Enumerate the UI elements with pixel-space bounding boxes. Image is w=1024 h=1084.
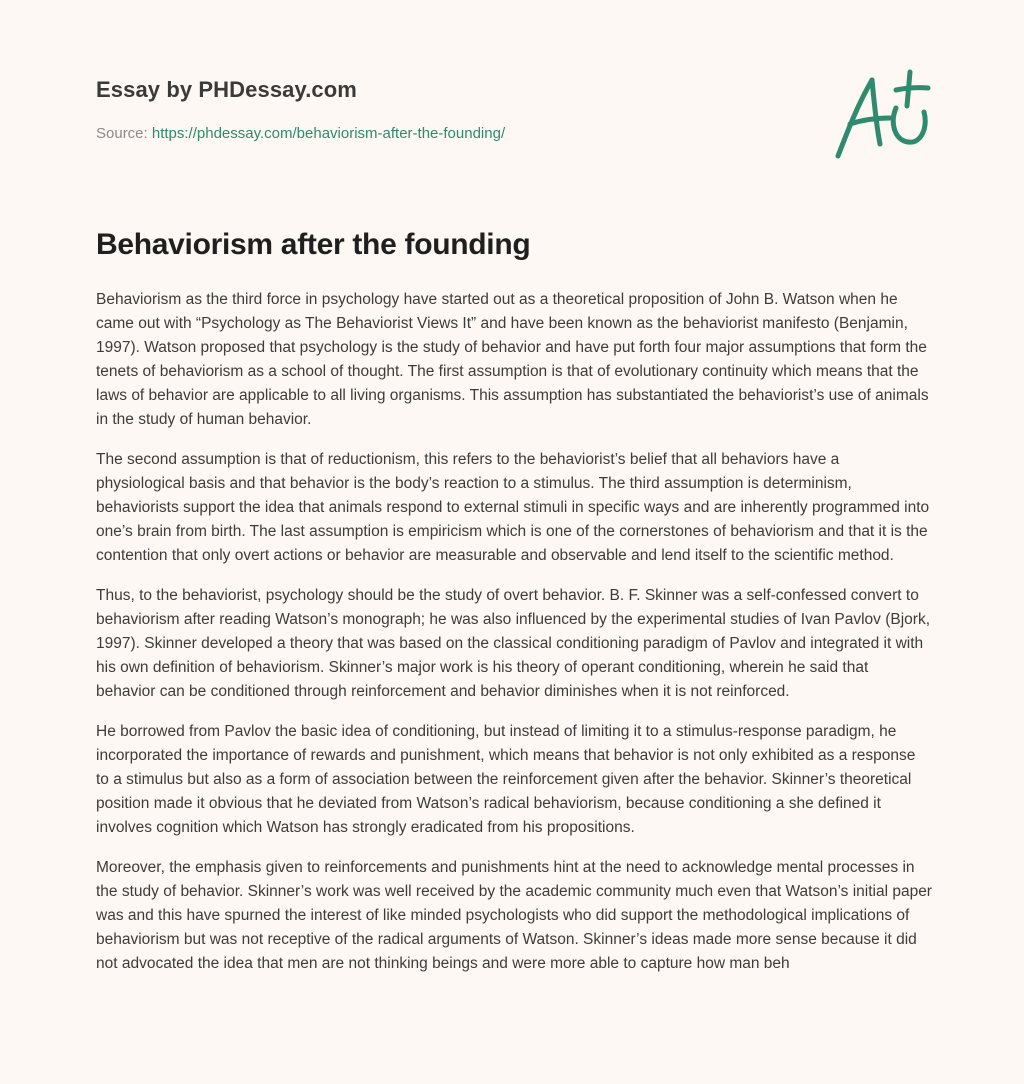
source-line (96, 124, 505, 144)
a-plus-logo-icon (828, 68, 932, 164)
essay-paragraph: The second assumption is that of reductionism, this refers to the behaviorist’s belief that all behaviors have a physiological basis and that behavior is the body’s reaction to a stimulus. The third assumption is determinism, behaviorists support the idea that animals respond to external stimuli in specific ways and are inherently programmed into one’s brain from birth. The last assumption is empiricism which is one of the cornerstones of behaviorism and that it is the contention that only overt actions or behavior are measurable and observable and lend itself to the scientific method. (96, 451, 930, 564)
essay-article (96, 226, 932, 992)
page-header (96, 76, 928, 186)
essay-paragraph: Behaviorism as the third force in psychology have started out as a theoretical proposition of John B. Watson when he came out with “Psychology as The Behaviorist Views It” and have been known as the behaviorist manifesto (Benjamin, 1997). Watson proposed that psychology is the study of behavior and have put forth four major assumptions that form the tenets of behaviorism as a school of thought. The first assumption is that of evolutionary continuity which means that the laws of behavior are applicable to all living organisms. This assumption has substantiated the behaviorist’s use of animals in the study of human behavior. (96, 291, 929, 428)
essay-body (96, 288, 932, 976)
essay-title: Behaviorism after the founding (96, 228, 531, 261)
essay-paragraph: Thus, to the behaviorist, psychology should be the study of overt behavior. B. F. Skinner was a self-confessed convert to behaviorism after reading Watson’s monograph; he was also influenced by the experimental studies of Ivan Pavlov (Bjork, 1997). Skinner developed a theory that was based on the classical conditioning paradigm of Pavlov and integrated it with his own definition of behaviorism. Skinner’s major work is his theory of operant conditioning, wherein he said that behavior can be conditioned through reinforcement and behavior diminishes when it is not reinforced. (96, 587, 930, 700)
source-label: Source: (96, 125, 152, 142)
source-link[interactable]: https://phdessay.com/behaviorism-after-the-founding/ (151, 125, 506, 142)
site-title: Essay by PHDessay.com (96, 77, 357, 102)
essay-paragraph: He borrowed from Pavlov the basic idea of conditioning, but instead of limiting it to a stimulus-response paradigm, he incorporated the importance of rewards and punishment, which means that behavior is not only exhibited as a response to a stimulus but also as a form of association between the reinforcement given after the behavior. Skinner’s theoretical position made it obvious that he deviated from Watson’s radical behaviorism, because conditioning a she defined it involves cognition which Watson has strongly eradicated from his propositions. (96, 723, 916, 836)
essay-paragraph: Moreover, the emphasis given to reinforcements and punishments hint at the need to acknowledge mental processes in the study of behavior. Skinner’s work was well received by the academic community much even that Watson’s initial paper was and this have spurned the interest of like minded psychologists who did support the methodological implications of behaviorism but was not receptive of the radical arguments of Watson. Skinner’s ideas made more sense because it did not advocated the idea that men are not thinking beings and were more able to capture how man beh (96, 859, 932, 972)
